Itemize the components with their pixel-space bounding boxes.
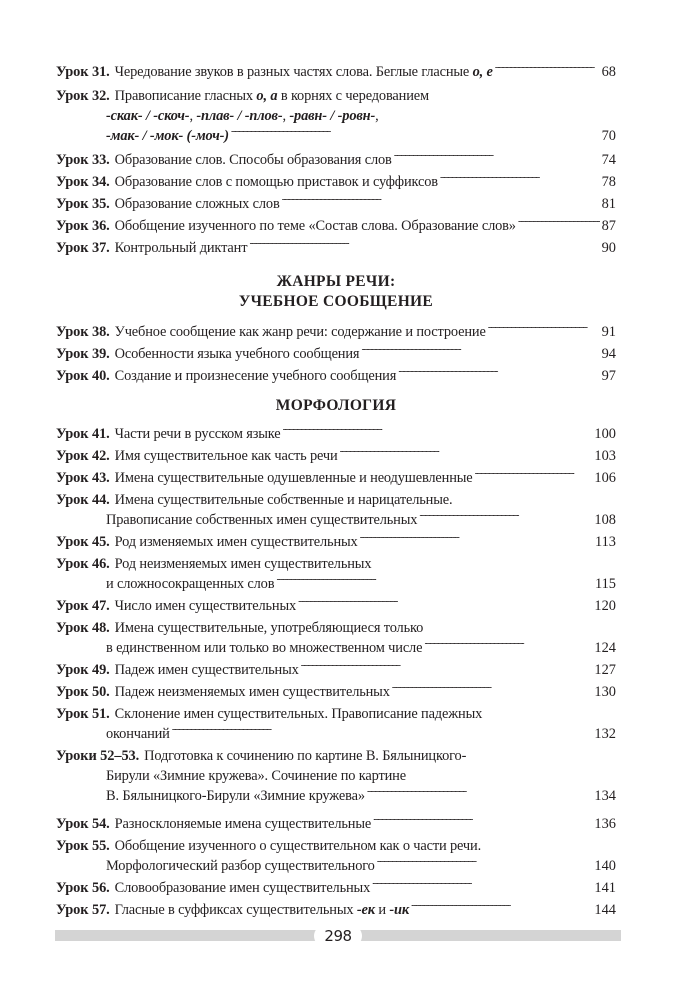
leader-dots	[518, 218, 600, 230]
lesson-title: Обобщение изученного о существительном как о части речи.	[114, 838, 482, 854]
leader-dots	[424, 640, 592, 652]
lesson-title: Особенности языка учебного сообщения	[114, 346, 360, 362]
leader-dots	[372, 880, 592, 892]
leader-dots	[377, 858, 593, 870]
page-number: 103	[594, 448, 616, 464]
table-of-contents	[56, 62, 616, 922]
toc-entry	[56, 814, 616, 834]
toc-entry	[56, 704, 616, 744]
lesson-label: Урок 36.	[56, 218, 110, 234]
lesson-title-cont: в единственном или только во множественном числе	[106, 640, 423, 656]
leader-dots	[495, 64, 600, 76]
toc-entry	[56, 878, 616, 898]
page-number: 141	[594, 880, 616, 896]
page-number: 144	[594, 902, 616, 918]
lesson-title: Род неизменяемых имен существительных	[114, 556, 372, 572]
leader-dots	[419, 512, 592, 524]
lesson-title-cont: Морфологический разбор существительного	[106, 858, 375, 874]
toc-entry	[56, 344, 616, 364]
toc-entry	[56, 86, 616, 146]
lesson-title: Имена существительные собственные и нарицательные.	[114, 492, 453, 508]
lesson-label: Урок 54.	[56, 816, 110, 832]
leader-dots	[367, 788, 593, 800]
lesson-label: Урок 57.	[56, 902, 110, 918]
leader-dots	[411, 902, 592, 914]
lesson-title: Число имен существительных	[114, 598, 297, 614]
lesson-title-cont: -мак- / -мок- (-моч-)	[106, 128, 229, 144]
lesson-title-cont: окончаний	[106, 726, 170, 742]
toc-entry	[56, 172, 616, 192]
toc-entry	[56, 746, 616, 806]
page-footer-number: 298	[314, 925, 362, 947]
page-number: 136	[594, 816, 616, 832]
leader-dots	[488, 324, 600, 336]
lesson-label: Урок 37.	[56, 240, 110, 256]
lesson-label: Урок 55.	[56, 838, 110, 854]
toc-entry	[56, 424, 616, 444]
lesson-title: Разносклоняемые имена существительные	[114, 816, 372, 832]
lesson-label: Урок 33.	[56, 152, 110, 168]
page-number: 127	[594, 662, 616, 678]
lesson-label: Урок 47.	[56, 598, 110, 614]
lesson-title-cont: и сложносокращенных слов	[106, 576, 275, 592]
leader-dots	[301, 662, 593, 674]
page-number: 106	[594, 470, 616, 486]
lesson-title: Части речи в русском языке	[114, 426, 281, 442]
lesson-title-cont: Правописание собственных имен существительных	[106, 512, 418, 528]
lesson-title: Имя существительное как часть речи	[114, 448, 338, 464]
page-number: 81	[601, 196, 616, 212]
page-number: 74	[601, 152, 616, 168]
leader-dots	[249, 240, 599, 252]
lesson-label: Уроки 52–53.	[56, 748, 140, 764]
page-number: 132	[594, 726, 616, 742]
toc-entry	[56, 216, 616, 236]
page-number: 97	[601, 368, 616, 384]
page-number: 120	[594, 598, 616, 614]
leader-dots	[361, 346, 599, 358]
page-number: 94	[601, 346, 616, 362]
lesson-label: Урок 50.	[56, 684, 110, 700]
lesson-label: Урок 46.	[56, 556, 110, 572]
page-number: 140	[594, 858, 616, 874]
page-number: 113	[594, 534, 616, 550]
page-number: 68	[601, 64, 616, 80]
toc-entry	[56, 682, 616, 702]
page-number: 70	[601, 128, 616, 144]
page-number: 124	[594, 640, 616, 656]
leader-dots	[360, 534, 593, 546]
page-number: 91	[601, 324, 616, 340]
lesson-title-cont: -скак- / -скоч-, -плав- / -плов-, -равн- / -ровн-,	[106, 108, 379, 124]
toc-entry	[56, 596, 616, 616]
leader-dots	[276, 576, 593, 588]
leader-dots	[440, 174, 600, 186]
page-number: 108	[594, 512, 616, 528]
leader-dots	[392, 684, 593, 696]
lesson-label: Урок 51.	[56, 706, 110, 722]
lesson-title: Учебное сообщение как жанр речи: содержание и построение	[114, 324, 486, 340]
toc-entry	[56, 62, 616, 82]
toc-entry	[56, 446, 616, 466]
leader-dots	[340, 448, 593, 460]
lesson-label: Урок 35.	[56, 196, 110, 212]
lesson-label: Урок 32.	[56, 88, 110, 104]
lesson-title: Образование слов с помощью приставок и суффиксов	[114, 174, 438, 190]
leader-dots	[475, 470, 593, 482]
lesson-label: Урок 31.	[56, 64, 110, 80]
page-number: 78	[601, 174, 616, 190]
toc-entry	[56, 660, 616, 680]
toc-entry	[56, 366, 616, 386]
lesson-label: Урок 48.	[56, 620, 110, 636]
lesson-title: Правописание гласных о, а в корнях с чередованием	[114, 88, 429, 104]
toc-entry	[56, 194, 616, 214]
leader-dots	[373, 816, 592, 828]
lesson-title-cont: В. Бялыницкого-Бирули «Зимние кружева»	[106, 788, 365, 804]
lesson-label: Урок 45.	[56, 534, 110, 550]
lesson-title: Словообразование имен существительных	[114, 880, 371, 896]
lesson-label: Урок 39.	[56, 346, 110, 362]
leader-dots	[172, 726, 593, 738]
lesson-title: Обобщение изученного по теме «Состав слова. Образование слов»	[114, 218, 516, 234]
lesson-label: Урок 40.	[56, 368, 110, 384]
lesson-label: Урок 49.	[56, 662, 110, 678]
lesson-title-cont: Бирули «Зимние кружева». Сочинение по картине	[106, 768, 406, 784]
page-number: 87	[601, 218, 616, 234]
lesson-label: Урок 56.	[56, 880, 110, 896]
toc-entry	[56, 468, 616, 488]
lesson-title: Создание и произнесение учебного сообщения	[114, 368, 397, 384]
lesson-title: Род изменяемых имен существительных	[114, 534, 358, 550]
lesson-title: Падеж имен существительных	[114, 662, 299, 678]
leader-dots	[282, 426, 592, 438]
leader-dots	[298, 598, 592, 610]
lesson-label: Урок 43.	[56, 470, 110, 486]
leader-dots	[231, 128, 600, 140]
lesson-label: Урок 42.	[56, 448, 110, 464]
page-number: 100	[594, 426, 616, 442]
toc-entry	[56, 618, 616, 658]
lesson-title: Образование слов. Способы образования слов	[114, 152, 392, 168]
lesson-title: Склонение имен существительных. Правописание падежных	[114, 706, 483, 722]
leader-dots	[282, 196, 600, 208]
lesson-label: Урок 38.	[56, 324, 110, 340]
section-heading-speech-genres: ЖАНРЫ РЕЧИ: УЧЕБНОЕ СООБЩЕНИЕ	[238, 273, 434, 310]
lesson-title: Падеж неизменяемых имен существительных	[114, 684, 390, 700]
lesson-title: Контрольный диктант	[114, 240, 248, 256]
lesson-label: Урок 34.	[56, 174, 110, 190]
lesson-label: Урок 41.	[56, 426, 110, 442]
lesson-title: Подготовка к сочинению по картине В. Бялыницкого-	[144, 748, 467, 764]
lesson-title: Образование сложных слов	[114, 196, 280, 212]
page-number: 90	[601, 240, 616, 256]
toc-entry	[56, 322, 616, 342]
section-heading-morphology: МОРФОЛОГИЯ	[275, 397, 397, 414]
page-number: 115	[594, 576, 616, 592]
leader-dots	[394, 152, 600, 164]
toc-entry	[56, 836, 616, 876]
lesson-title: Имена существительные одушевленные и неодушевленные	[114, 470, 473, 486]
page-number: 130	[594, 684, 616, 700]
leader-dots	[398, 368, 599, 380]
toc-entry	[56, 554, 616, 594]
toc-entry	[56, 490, 616, 530]
lesson-title: Чередование звуков в разных частях слова. Беглые гласные о, е	[114, 64, 493, 80]
toc-entry	[56, 150, 616, 170]
lesson-title: Гласные в суффиксах существительных -ек и -ик	[114, 902, 409, 918]
lesson-title: Имена существительные, употребляющиеся только	[114, 620, 424, 636]
toc-entry	[56, 900, 616, 920]
lesson-label: Урок 44.	[56, 492, 110, 508]
toc-entry	[56, 532, 616, 552]
page-number: 134	[594, 788, 616, 804]
toc-entry	[56, 238, 616, 258]
